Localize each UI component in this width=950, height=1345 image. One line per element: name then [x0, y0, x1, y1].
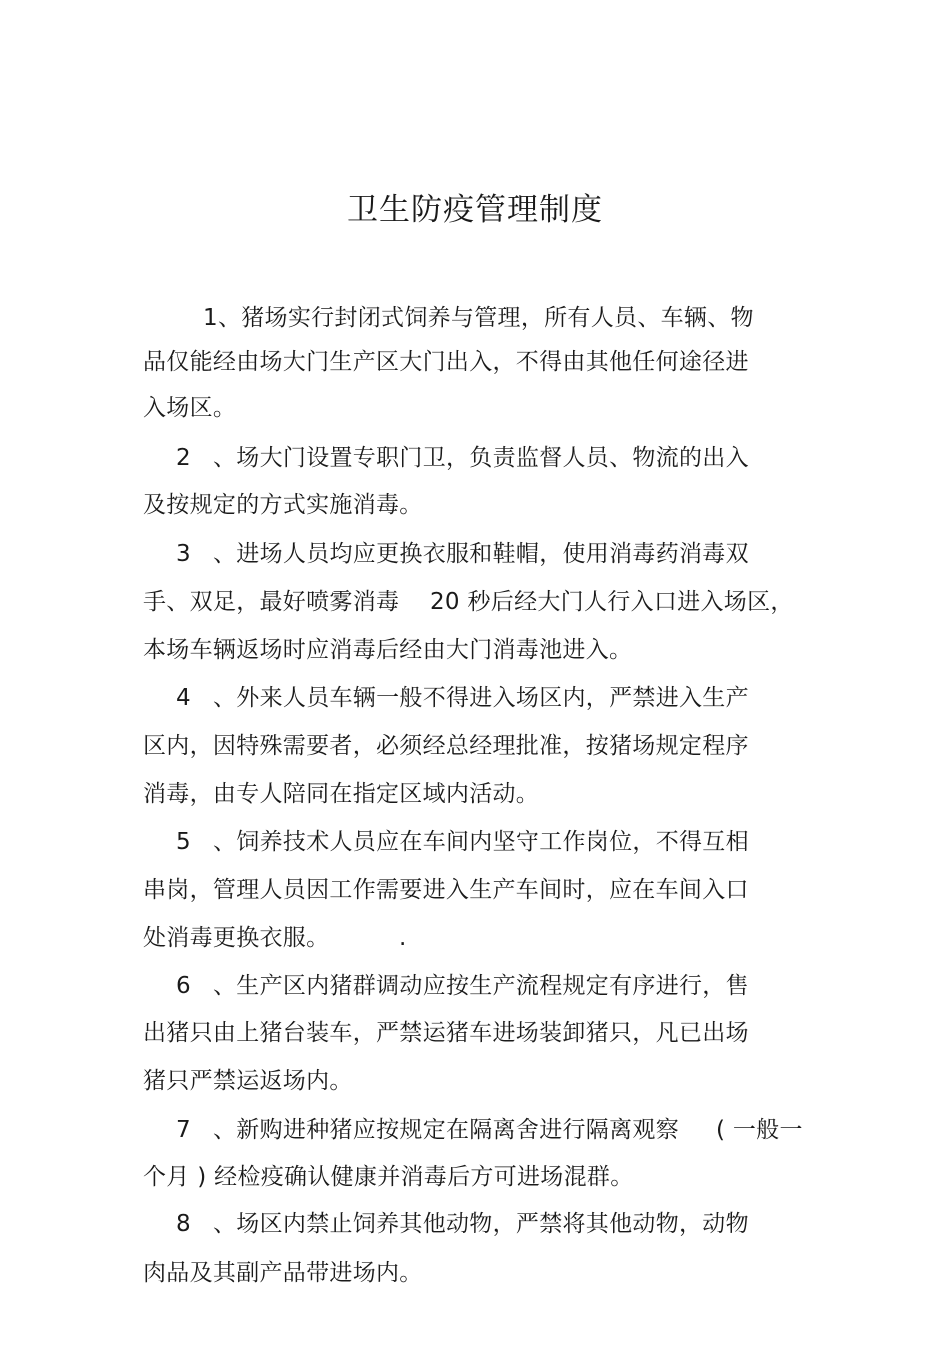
list-item-7-line-1b: ( 一般一	[716, 1117, 803, 1143]
list-item-5-line-1: 、饲养技术人员应在车间内坚守工作岗位，不得互相	[213, 829, 749, 855]
list-item-1-line-1	[203, 303, 754, 333]
list-item-7-line-1a: 、新购进种猪应按规定在隔离舍进行隔离观察	[213, 1117, 679, 1143]
list-item-2-number: 2	[176, 445, 191, 471]
list-item-8-line-2: 肉品及其副产品带进场内。	[143, 1260, 423, 1286]
list-item-3-line-2a: 手、双足，最好喷雾消毒	[143, 589, 400, 615]
list-item-7-line-2: 个月 ) 经检疫确认健康并消毒后方可进场混群。	[143, 1164, 634, 1190]
list-item-7-number: 7	[176, 1117, 191, 1143]
list-item-5-line-2: 串岗，管理人员因工作需要进入生产车间时，应在车间入口	[143, 877, 749, 903]
list-item-3-line-3: 本场车辆返场时应消毒后经由大门消毒池进入。	[143, 637, 633, 663]
item-number: 1	[203, 305, 218, 331]
list-item-4-line-2: 区内，因特殊需要者，必须经总经理批准，按猪场规定程序	[143, 733, 749, 759]
list-item-5-line-3: 处消毒更换衣服。	[143, 925, 330, 951]
list-item-8-number: 8	[176, 1211, 191, 1237]
list-item-3-line-2b: 20 秒后经大门人行入口进入场区，	[430, 589, 794, 615]
list-item-2-line-1: 、场大门设置专职门卫，负责监督人员、物流的出入	[213, 445, 749, 471]
list-item-4-number: 4	[176, 685, 191, 711]
list-item-6-line-3: 猪只严禁运返场内。	[143, 1068, 353, 1094]
list-item-5-number: 5	[176, 829, 191, 855]
list-item-4-line-1: 、外来人员车辆一般不得进入场区内，严禁进入生产	[213, 685, 749, 711]
list-item-5-stray-dot: .	[399, 925, 407, 951]
list-item-6-line-1: 、生产区内猪群调动应按生产流程规定有序进行，售	[213, 973, 749, 999]
list-item-4-line-3: 消毒，由专人陪同在指定区域内活动。	[143, 781, 540, 807]
list-item-1-line-3: 入场区。	[143, 395, 237, 421]
list-item-6-line-2: 出猪只由上猪台装车，严禁运猪车进场装卸猪只，凡已出场	[143, 1020, 749, 1046]
list-item-3-line-1: 、进场人员均应更换衣服和鞋帽，使用消毒药消毒双	[213, 541, 749, 567]
list-item-3-number: 3	[176, 541, 191, 567]
list-item-8-line-1: 、场区内禁止饲养其他动物，严禁将其他动物，动物	[213, 1211, 749, 1237]
document-title: 卫生防疫管理制度	[347, 192, 603, 228]
list-item-1-line-2: 品仅能经由场大门生产区大门出入，不得由其他任何途径进	[143, 349, 749, 375]
list-item-2-line-2: 及按规定的方式实施消毒。	[143, 492, 423, 518]
item-text: 、猪场实行封闭式饲养与管理，所有人员、车辆、物	[217, 305, 754, 331]
list-item-6-number: 6	[176, 973, 191, 999]
